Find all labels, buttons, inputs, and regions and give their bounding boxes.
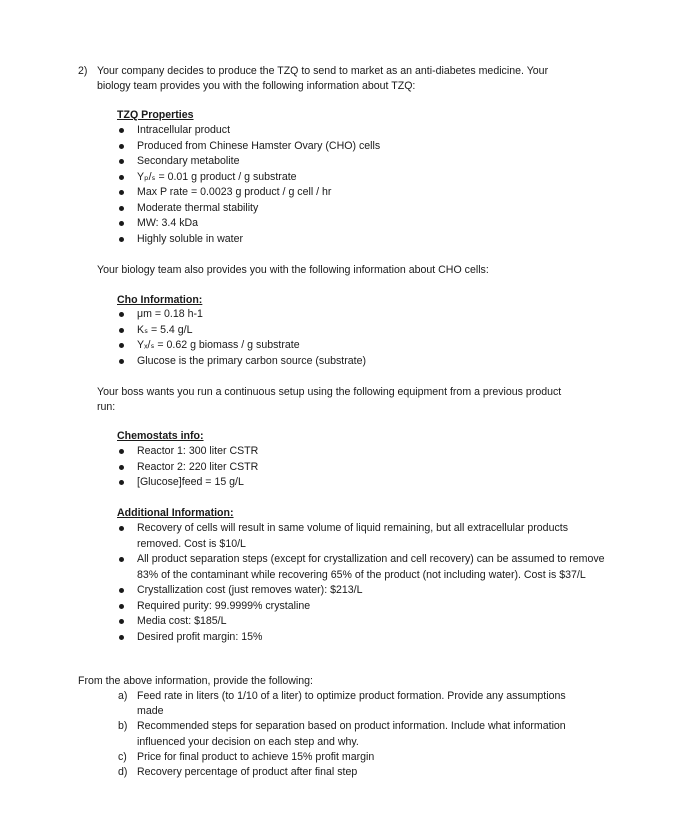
bullet-icon — [119, 588, 124, 593]
chemostats-list — [116, 444, 258, 491]
list-item: Crystallization cost (just removes water): $213/L — [116, 583, 605, 599]
list-item: b) Recommended steps for separation based on product information. Include what information influenced your decision on each step and why. — [118, 720, 566, 748]
question-intro-line-1: Your company decides to produce the TZQ to send to market as an anti-diabetes medicine. Your — [97, 65, 549, 77]
list-item: Required purity: 99.9999% crystaline — [116, 599, 605, 615]
bullet-icon — [119, 237, 124, 242]
bullet-icon — [119, 159, 124, 164]
list-item: Secondary metabolite — [116, 154, 380, 170]
list-item: d) Recovery percentage of product after final step — [118, 765, 567, 780]
list-item: Highly soluble in water — [116, 232, 380, 248]
chemostats-heading: Chemostats info: — [117, 430, 204, 442]
cho-intro: Your biology team also provides you with the following information about CHO cells: — [97, 264, 489, 276]
list-item: Yₓ/ₛ = 0.62 g biomass / g substrate — [116, 338, 366, 354]
task-label: a) — [118, 690, 128, 702]
additional-information-heading: Additional Information: — [117, 507, 234, 519]
tasks-intro: From the above information, provide the following: — [78, 675, 313, 687]
bullet-icon — [119, 190, 124, 195]
boss-line-1: Your boss wants you run a continuous setup using the following equipment from a previous product — [97, 386, 562, 398]
bullet-icon — [119, 635, 124, 640]
list-item: Kₛ = 5.4 g/L — [116, 323, 366, 339]
bullet-icon — [119, 221, 124, 226]
bullet-icon — [119, 359, 124, 364]
bullet-icon — [119, 206, 124, 211]
bullet-icon — [119, 144, 124, 149]
list-item: Intracellular product — [116, 123, 380, 139]
bullet-icon — [119, 449, 124, 454]
tzq-properties-list — [116, 123, 380, 247]
question-number: 2) — [78, 65, 88, 77]
bullet-icon — [119, 480, 124, 485]
list-item: Glucose is the primary carbon source (substrate) — [116, 354, 366, 370]
bullet-icon — [119, 312, 124, 317]
list-item: Produced from Chinese Hamster Ovary (CHO) cells — [116, 139, 380, 155]
list-item: Desired profit margin: 15% — [116, 630, 605, 646]
task-label: b) — [118, 720, 128, 733]
list-item: Media cost: $185/L — [116, 614, 605, 630]
bullet-icon — [119, 526, 124, 531]
list-item: c) Price for final product to achieve 15% profit margin — [118, 750, 567, 765]
bullet-icon — [119, 604, 124, 609]
bullet-icon — [119, 128, 124, 133]
list-item: a) Feed rate in liters (to 1/10 of a liter) to optimize product formation. Provide any assumptions made — [118, 690, 566, 718]
task-label: c) — [118, 750, 127, 763]
bullet-icon — [119, 175, 124, 180]
list-item: All product separation steps (except for crystallization and cell recovery) can be assumed to remove 83% of the contaminant while recovering 65% of the product (not including water). Cost is $37/L — [116, 552, 605, 583]
tzq-properties-heading: TZQ Properties — [117, 109, 194, 121]
cho-information-heading: Cho Information: — [117, 294, 203, 306]
bullet-icon — [119, 619, 124, 624]
cho-information-list — [116, 307, 366, 369]
bullet-icon — [119, 343, 124, 348]
list-item: Reactor 1: 300 liter CSTR — [116, 444, 258, 460]
task-label: d) — [118, 766, 128, 779]
tasks-list — [118, 689, 567, 780]
list-item: μm = 0.18 h-1 — [116, 307, 366, 323]
additional-information-list — [116, 521, 605, 645]
list-item: Max P rate = 0.0023 g product / g cell / hr — [116, 185, 380, 201]
boss-line-2: run: — [97, 401, 116, 413]
list-item: Moderate thermal stability — [116, 201, 380, 217]
bullet-icon — [119, 465, 124, 470]
list-item: Recovery of cells will result in same volume of liquid remaining, but all extracellular products removed. Cost is $10/L — [116, 521, 605, 552]
question-intro-line-2: biology team provides you with the following information about TZQ: — [97, 80, 416, 92]
list-item: [Glucose]feed = 15 g/L — [116, 475, 258, 491]
list-item: Yₚ/ₛ = 0.01 g product / g substrate — [116, 170, 380, 186]
list-item: Reactor 2: 220 liter CSTR — [116, 460, 258, 476]
bullet-icon — [119, 328, 124, 333]
bullet-icon — [119, 557, 124, 562]
list-item: MW: 3.4 kDa — [116, 216, 380, 232]
